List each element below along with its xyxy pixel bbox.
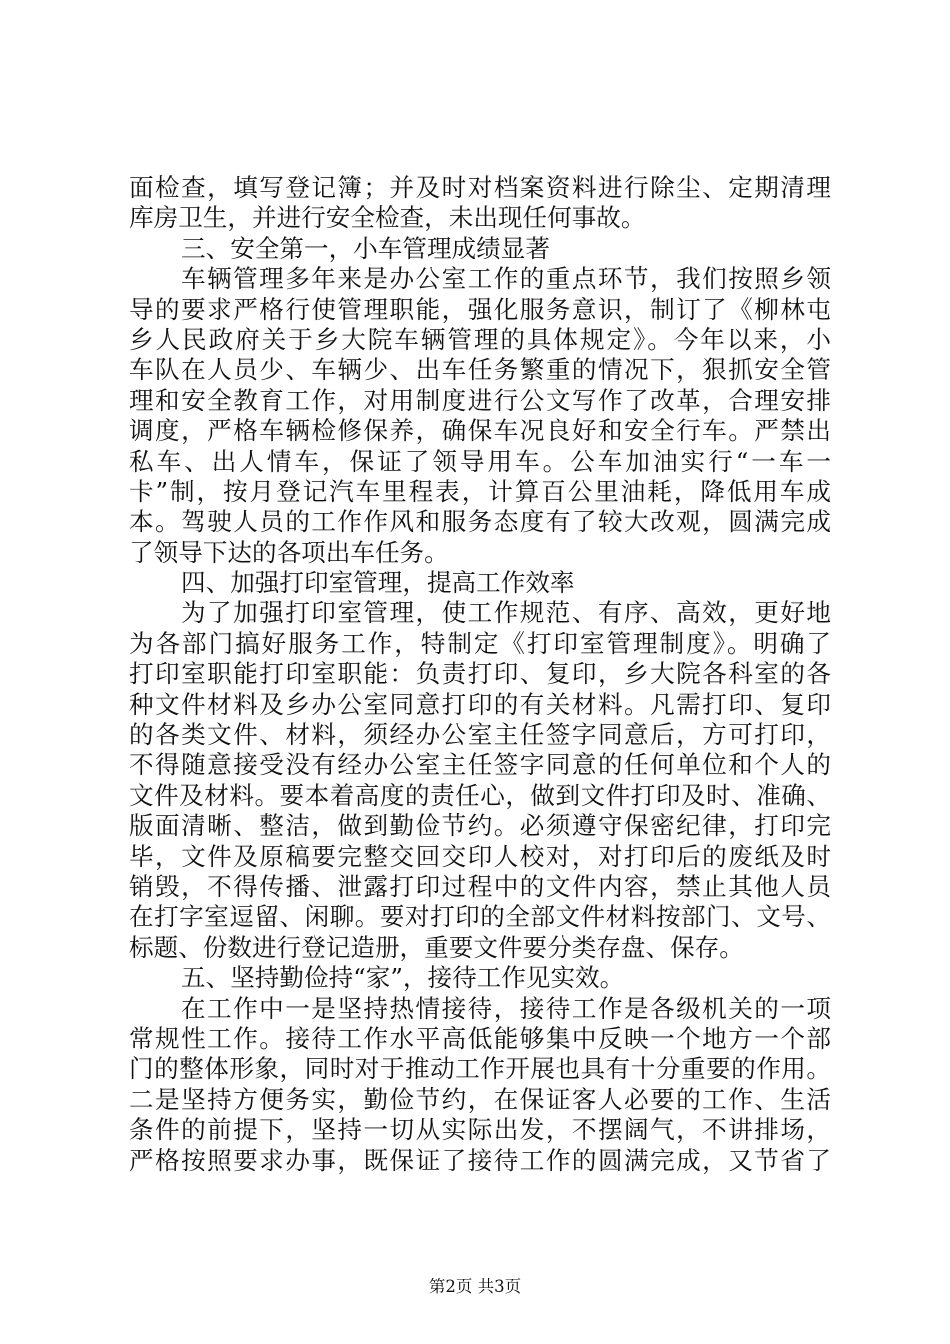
text-line: 车辆管理多年来是办公室工作的重点环节，我们按照乡领: [181, 264, 831, 294]
text-line: 车队在人员少、车辆少、出车任务繁重的情况下，狠抓安全管: [129, 355, 831, 385]
text-line: 毕，文件及原稿要完整交回交印人校对，对打印后的废纸及时: [129, 841, 831, 871]
section-heading: 四、加强打印室管理，提高工作效率: [181, 568, 575, 598]
text-line: 理和安全教育工作，对用制度进行公文写作了改革，合理安排: [129, 385, 831, 415]
text-line: 标题、份数进行登记造册，重要文件要分类存盘、保存。: [129, 932, 744, 962]
page-footer: 第2页 共3页: [428, 1277, 522, 1296]
text-line: 二是坚持方便务实，勤俭节约，在保证客人必要的工作、生活: [129, 1084, 831, 1114]
document-body: [129, 173, 831, 1176]
text-line: 了领导下达的各项出车任务。: [129, 537, 449, 567]
text-line: 卡”制，按月登记汽车里程表，计算百公里油耗，降低用车成: [129, 476, 831, 506]
section-heading: 五、坚持勤俭持“家”，接待工作见实效。: [181, 963, 625, 993]
text-line: 私车、出人情车，保证了领导用车。公车加油实行“一车一: [129, 446, 831, 476]
text-line: 严格按照要求办事，既保证了接待工作的圆满完成，又节省了: [129, 1145, 831, 1175]
text-line: 打印室职能打印室职能：负责打印、复印，乡大院各科室的各: [129, 659, 831, 689]
text-line: 常规性工作。接待工作水平高低能够集中反映一个地方一个部: [129, 1023, 831, 1053]
text-line: 版面清晰、整洁，做到勤俭节约。必须遵守保密纪律，打印完: [129, 811, 831, 841]
text-line: 销毁，不得传播、泄露打印过程中的文件内容，禁止其他人员: [129, 871, 831, 901]
text-line: 乡人民政府关于乡大院车辆管理的具体规定》。今年以来，小: [129, 324, 831, 354]
text-line: 为了加强打印室管理，使工作规范、有序、高效，更好地: [181, 598, 831, 628]
text-line: 不得随意接受没有经办公室主任签字同意的任何单位和个人的: [129, 750, 831, 780]
section-heading: 三、安全第一，小车管理成绩显著: [181, 233, 550, 263]
text-line: 门的整体形象，同时对于推动工作开展也具有十分重要的作用。: [129, 1054, 831, 1084]
text-line: 条件的前提下，坚持一切从实际出发，不摆阔气，不讲排场，: [129, 1115, 831, 1145]
text-line: 本。驾驶人员的工作作风和服务态度有了较大改观，圆满完成: [129, 507, 831, 537]
text-line: 的各类文件、材料，须经办公室主任签字同意后，方可打印，: [129, 720, 831, 750]
text-line: 面检查，填写登记簿；并及时对档案资料进行除尘、定期清理: [129, 173, 831, 202]
text-line: 文件及材料。要本着高度的责任心，做到文件打印及时、准确、: [129, 780, 831, 810]
text-line: 在打字室逗留、闲聊。要对打印的全部文件材料按部门、文号、: [129, 902, 831, 932]
text-line: 导的要求严格行使管理职能，强化服务意识，制订了《柳林屯: [129, 294, 831, 324]
text-line: 为各部门搞好服务工作，特制定《打印室管理制度》。明确了: [129, 628, 831, 658]
text-line: 在工作中一是坚持热情接待，接待工作是各级机关的一项: [181, 993, 831, 1023]
text-line: 种文件材料及乡办公室同意打印的有关材料。凡需打印、复印: [129, 689, 831, 719]
text-line: 调度，严格车辆检修保养，确保车况良好和安全行车。严禁出: [129, 416, 831, 446]
text-line: 库房卫生，并进行安全检查，未出现任何事故。: [129, 203, 646, 233]
